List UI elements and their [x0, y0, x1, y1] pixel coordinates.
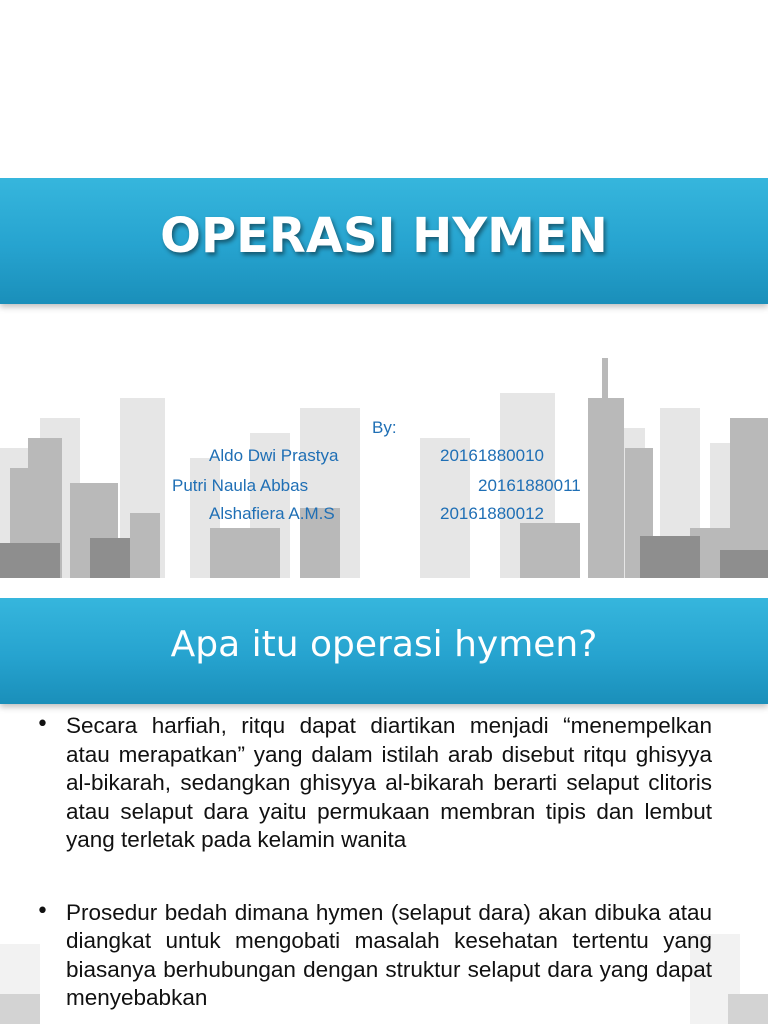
bullet-icon: • — [36, 712, 49, 737]
title-band — [0, 598, 768, 704]
slide-title: Apa itu operasi hymen? — [170, 624, 598, 665]
by-label: By: — [372, 418, 397, 437]
bullet-icon: • — [36, 898, 49, 924]
list-item — [36, 899, 712, 1013]
title-slide — [0, 178, 768, 578]
author-list — [0, 414, 768, 534]
author-name: Putri Naula Abbas — [172, 476, 309, 495]
content-slide — [0, 598, 768, 1024]
bullet-text: Prosedur bedah dimana hymen (selaput dara) akan dibuka atau diangkat untuk mengobati masalah kesehatan tertentu yang biasanya berhubungan dengan struktur selaput dara yang dapat menyebabkan — [66, 899, 712, 1010]
author-id: 20161880012 — [440, 504, 545, 523]
bullet-text: Secara harfiah, ritqu dapat diartikan menjadi “menempelkan atau merapatkan” yang dalam istilah arab disebut ritqu ghisyya al-bikarah, sedangkan ghisyya al-bikarah berarti selaput clitoris atau selaput dara yaitu permukaan membran tipis dan lembut yang terletak pada kelamin wanita — [66, 713, 712, 852]
author-id: 20161880011 — [478, 476, 581, 495]
author-id: 20161880010 — [440, 446, 545, 465]
list-item — [36, 712, 712, 855]
title-band — [0, 178, 768, 304]
bullet-list — [36, 712, 712, 1024]
author-name: Aldo Dwi Prastya — [209, 446, 339, 465]
author-name: Alshafiera A.M.S — [209, 504, 335, 523]
slide-title: OPERASI HYMEN — [160, 208, 608, 264]
